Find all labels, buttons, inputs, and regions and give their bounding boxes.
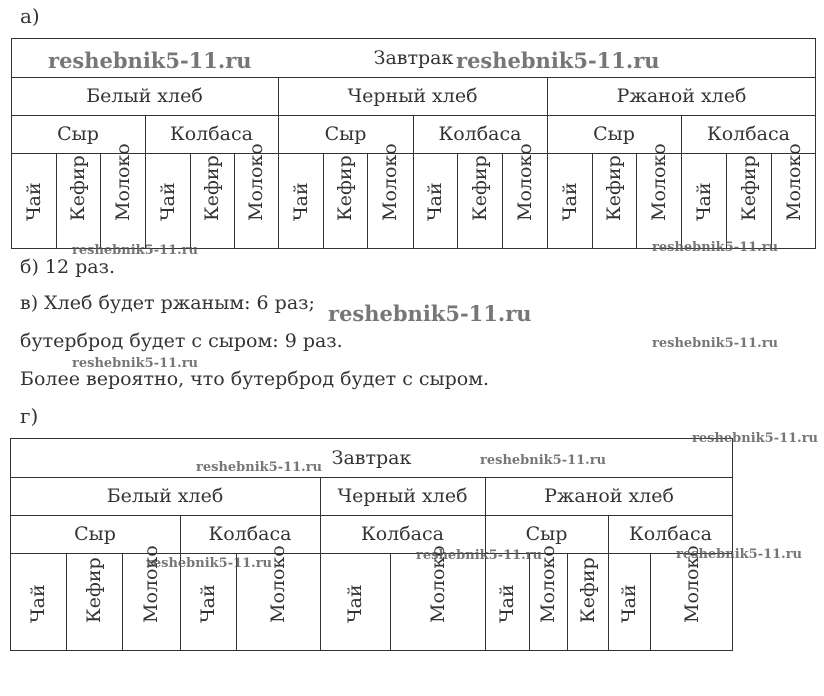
watermark: reshebnik5-11.ru <box>196 460 323 475</box>
divider <box>529 553 530 651</box>
drink-cell <box>11 153 56 249</box>
drink-label: Молоко <box>111 143 134 221</box>
drink-cell <box>66 553 122 651</box>
filling-cell: Сыр <box>525 523 568 545</box>
drink-cell <box>650 545 733 651</box>
divider <box>323 153 324 249</box>
divider <box>190 153 191 249</box>
drink-cell <box>367 143 413 249</box>
drink-label: Кефир <box>468 155 491 221</box>
drink-cell <box>190 153 234 249</box>
divider <box>145 153 146 249</box>
filling-cell: Колбаса <box>361 523 444 545</box>
filling-cell: Колбаса <box>707 123 790 145</box>
filling-cell: Колбаса <box>208 523 292 545</box>
drink-cell <box>636 143 681 249</box>
watermark: reshebnik5-11.ru <box>72 243 199 258</box>
divider <box>413 153 414 249</box>
part-v-line1: в) Хлеб будет ржаным: 6 раз; <box>20 292 315 314</box>
drink-cell <box>771 143 816 249</box>
drink-label: Молоко <box>267 545 289 623</box>
drink-cell <box>529 545 567 651</box>
drink-label: Чай <box>22 182 45 221</box>
divider <box>608 553 609 651</box>
watermark: reshebnik5-11.ru <box>48 48 252 73</box>
drink-label: Молоко <box>140 545 162 623</box>
watermark: reshebnik5-11.ru <box>456 48 660 73</box>
part-g-label: г) <box>20 404 39 428</box>
bread-cell: Ржаной хлеб <box>544 485 674 507</box>
divider <box>66 553 67 651</box>
drink-label: Молоко <box>379 143 401 221</box>
drink-label: Молоко <box>426 545 449 623</box>
bread-cell: Ржаной хлеб <box>616 85 747 107</box>
drink-cell <box>10 553 66 651</box>
filling-cell: Сыр <box>324 123 367 145</box>
divider <box>592 153 593 249</box>
drink-cell <box>56 153 100 249</box>
drink-label: Кефир <box>334 155 356 221</box>
drink-cell <box>457 153 502 249</box>
drink-cell <box>323 153 367 249</box>
part-a-label: а) <box>20 4 40 28</box>
part-v-line2: бутерброд будет с сыром: 9 раз. <box>20 330 343 352</box>
drink-label: Чай <box>424 182 446 221</box>
drink-cell <box>320 553 390 651</box>
bread-cell: Белый хлеб <box>86 85 203 107</box>
drink-cell <box>234 143 278 249</box>
drink-label: Чай <box>156 182 179 221</box>
drink-label: Молоко <box>245 143 267 221</box>
table-a-title: Завтрак <box>373 46 454 69</box>
filling-cell: Колбаса <box>170 123 253 145</box>
drink-cell <box>278 153 323 249</box>
divider <box>122 553 123 651</box>
drink-label: Чай <box>344 584 366 623</box>
drink-cell <box>145 153 190 249</box>
drink-label: Чай <box>692 182 715 221</box>
drink-cell <box>413 153 457 249</box>
drink-label: Кефир <box>67 155 89 221</box>
drink-label: Кефир <box>83 557 105 623</box>
watermark: reshebnik5-11.ru <box>416 548 543 563</box>
drink-cell <box>592 153 636 249</box>
divider <box>457 153 458 249</box>
drink-label: Кефир <box>576 557 599 623</box>
drink-label: Молоко <box>537 545 559 623</box>
filling-cell: Колбаса <box>438 123 522 145</box>
divider <box>485 553 486 651</box>
divider <box>567 553 568 651</box>
watermark: reshebnik5-11.ru <box>72 356 199 371</box>
divider <box>681 153 682 249</box>
drink-label: Чай <box>197 584 219 623</box>
drink-label: Чай <box>618 584 640 623</box>
divider <box>56 153 57 249</box>
drink-cell <box>502 143 547 249</box>
part-v-line3: Более вероятно, что бутерброд будет с сыром. <box>20 368 490 390</box>
watermark: reshebnik5-11.ru <box>676 547 803 562</box>
filling-cell: Сыр <box>57 123 99 145</box>
bread-cell: Белый хлеб <box>106 485 224 507</box>
divider <box>278 153 279 249</box>
drink-label: Молоко <box>513 143 536 221</box>
drink-label: Молоко <box>680 545 703 623</box>
drink-label: Кефир <box>201 155 223 221</box>
bread-cell: Черный хлеб <box>347 85 478 107</box>
filling-cell: Сыр <box>74 523 116 545</box>
bread-cell: Черный хлеб <box>337 485 468 507</box>
filling-cell: Сыр <box>593 123 635 145</box>
drink-label: Молоко <box>782 143 805 221</box>
divider <box>100 153 101 249</box>
drink-cell <box>485 553 529 651</box>
divider <box>320 553 321 651</box>
divider <box>390 553 391 651</box>
watermark: reshebnik5-11.ru <box>652 240 779 255</box>
watermark: reshebnik5-11.ru <box>328 301 532 326</box>
watermark: reshebnik5-11.ru <box>146 556 273 571</box>
drink-label: Чай <box>27 584 49 623</box>
divider <box>367 153 368 249</box>
divider <box>771 153 772 249</box>
drink-label: Чай <box>289 182 312 221</box>
drink-cell <box>726 153 771 249</box>
drink-cell <box>547 153 592 249</box>
drink-label: Кефир <box>737 155 760 221</box>
drink-label: Чай <box>496 584 518 623</box>
drink-label: Чай <box>558 182 581 221</box>
drink-label: Кефир <box>603 155 625 221</box>
divider <box>234 153 235 249</box>
divider <box>547 153 548 249</box>
divider <box>636 153 637 249</box>
drink-cell <box>608 553 650 651</box>
divider <box>726 153 727 249</box>
part-b-answer: б) 12 раз. <box>20 256 115 278</box>
table-g-title: Завтрак <box>331 446 412 469</box>
drink-cell <box>567 553 608 651</box>
watermark: reshebnik5-11.ru <box>692 431 819 446</box>
filling-cell: Колбаса <box>629 523 712 545</box>
watermark: reshebnik5-11.ru <box>652 336 779 351</box>
drink-cell <box>681 153 726 249</box>
watermark: reshebnik5-11.ru <box>480 453 607 468</box>
divider <box>502 153 503 249</box>
drink-label: Молоко <box>647 143 670 221</box>
divider <box>650 553 651 651</box>
drink-cell <box>100 143 145 249</box>
